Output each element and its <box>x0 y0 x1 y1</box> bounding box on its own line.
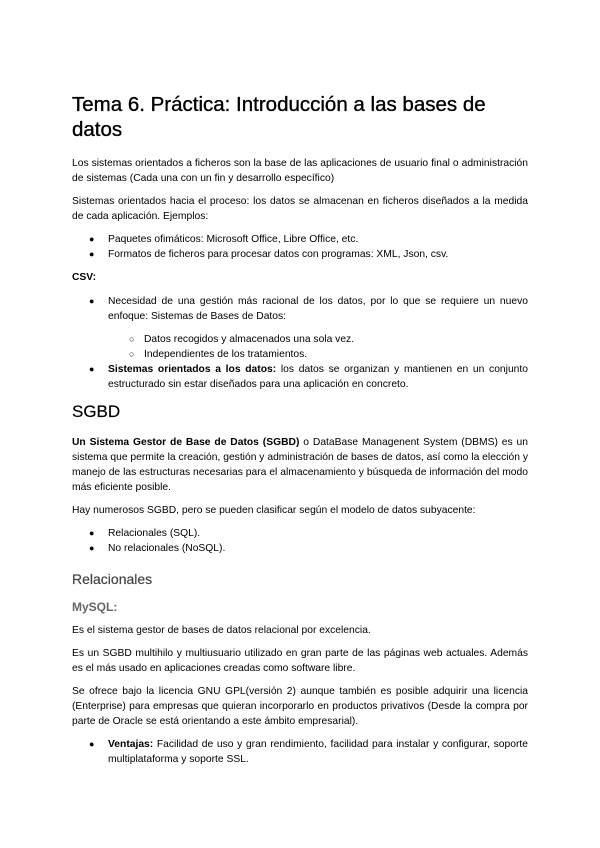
sgbd-paragraph-2: Hay numerosos SGBD, pero se pueden clasificar según el modelo de datos subyacente: <box>72 505 476 516</box>
page-title: Tema 6. Práctica: Introducción a las bases de datos <box>72 93 486 141</box>
list-item: ● Relacionales (SQL). <box>89 528 201 539</box>
list-item: ● Formatos de ficheros para procesar datos con programas: XML, Json, csv. <box>89 249 449 260</box>
mysql-heading: MySQL: <box>72 600 118 614</box>
intro-paragraph-2: Sistemas orientados hacia el proceso: los datos se almacenan en ficheros diseñados a la medida de cada aplicación. Ejemplos: <box>72 196 528 222</box>
sgbd-bullet-list <box>72 526 528 556</box>
intro-paragraph-1: Los sistemas orientados a ficheros son la base de las aplicaciones de usuario final o administración de sistemas (Cada una con un fin y desarrollo específico) <box>72 158 528 184</box>
sgbd-heading: SGBD <box>72 402 121 421</box>
list-item: ● Ventajas: Facilidad de uso y gran rendimiento, facilidad para instalar y configurar, soporte multiplataforma y soporte SSL. <box>89 739 528 765</box>
bullet-icon: ● <box>89 528 95 538</box>
mysql-bullet-list <box>72 737 528 767</box>
list-item: ● No relacionales (NoSQL). <box>89 543 226 554</box>
relacionales-heading: Relacionales <box>72 571 153 587</box>
bullet-icon: ● <box>89 249 95 259</box>
list-item: ● Necesidad de una gestión más racional de los datos, por lo que se requiere un nuevo enfoque: Sistemas de Bases de Datos: <box>89 296 528 322</box>
csv-sub-list <box>72 332 528 362</box>
csv-heading: CSV: <box>72 272 97 283</box>
bullet-icon: ● <box>89 739 95 749</box>
bullet-icon: ● <box>89 234 95 244</box>
bullet-icon: ● <box>89 543 95 553</box>
sgbd-paragraph-1: Un Sistema Gestor de Base de Datos (SGBD) o DataBase Managenent System (DBMS) es un sistema que permite la creación, gestión y administración de bases de datos, así como la elección y manejo de las estructuras necesarias para el almacenamiento y búsqueda de información del modo más eficiente posible. <box>72 437 528 493</box>
mysql-paragraph-1: Es el sistema gestor de bases de datos relacional por excelencia. <box>72 625 371 636</box>
hollow-bullet-icon: ○ <box>129 349 135 359</box>
mysql-paragraph-3: Se ofrece bajo la licencia GNU GPL(versión 2) aunque también es posible adquirir una licencia (Enterprise) para empresas que quieran incorporarlo en productos privativos (Desde la compra por parte de Oracle se está orientando a este ámbito empresarial). <box>72 686 528 727</box>
sub-list-item: ○ Datos recogidos y almacenados una sola vez. <box>129 334 355 345</box>
list-item: ● Sistemas orientados a los datos: los datos se organizan y mantienen en un conjunto estructurado sin estar diseñados para una aplicación en concreto. <box>89 364 528 390</box>
hollow-bullet-icon: ○ <box>129 334 135 344</box>
intro-bullet-list <box>72 232 528 262</box>
csv-bullet-list <box>72 294 528 324</box>
bullet-icon: ● <box>89 364 95 374</box>
csv-bullet-list-2 <box>72 362 528 392</box>
list-item: ● Paquetes ofimáticos: Microsoft Office, Libre Office, etc. <box>89 234 359 245</box>
sub-list-item: ○ Independientes de los tratamientos. <box>129 349 308 360</box>
mysql-paragraph-2: Es un SGBD multihilo y multiusuario utilizado en gran parte de las páginas web actuales. Además es el más usado en aplicaciones creadas como software libre. <box>72 648 528 674</box>
bullet-icon: ● <box>89 296 95 306</box>
